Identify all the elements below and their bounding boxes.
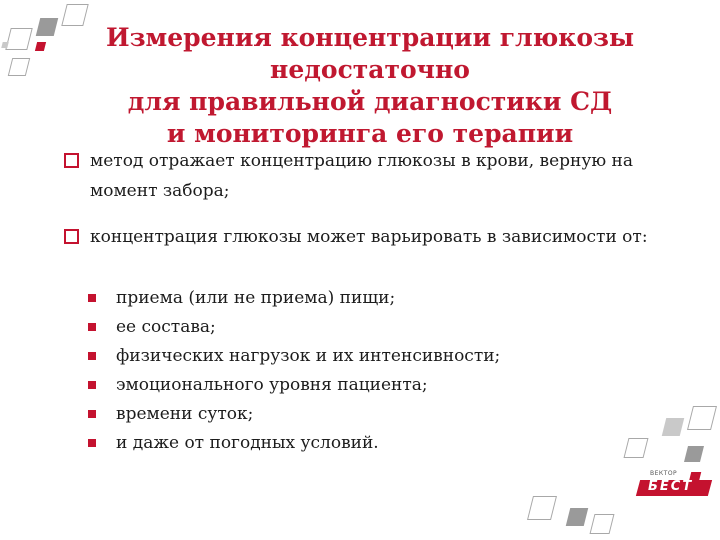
square-bullet-icon (88, 410, 96, 418)
sub-bullet-4: эмоционального уровня пациента; (116, 375, 428, 395)
sub-bullet-2: ее состава; (116, 317, 216, 337)
bullet-1-text: метод отражает концентрацию глюкозы в крови, верную на момент забора; (90, 151, 634, 201)
checkbox-bullet-icon (64, 229, 79, 244)
square-bullet-icon (88, 381, 96, 389)
square-bullet-icon (88, 352, 96, 360)
square-bullet-icon (88, 294, 96, 302)
logo-small-text: ВЕКТОР (650, 470, 678, 477)
bullet-2-text: концентрация глюкозы может варьировать в зависимости от: (90, 227, 648, 247)
title-line-2: для правильной диагностики СД (127, 87, 613, 116)
title-line-1: Измерения концентрации глюкозы недостаточно (105, 23, 635, 84)
title-line-3: и мониторинга его терапии (166, 119, 574, 148)
square-bullet-icon (88, 323, 96, 331)
sub-bullet-6: и даже от погодных условий. (116, 433, 379, 453)
square-bullet-icon (88, 439, 96, 447)
sub-bullet-3: физических нагрузок и их интенсивности; (116, 346, 501, 366)
checkbox-bullet-icon (64, 153, 79, 168)
logo-name: БЕСТ (648, 479, 694, 494)
sub-bullet-5: времени суток; (116, 404, 254, 424)
company-logo (628, 470, 714, 516)
sub-bullet-1: приема (или не приема) пищи; (116, 288, 396, 308)
slide-title (30, 22, 710, 150)
